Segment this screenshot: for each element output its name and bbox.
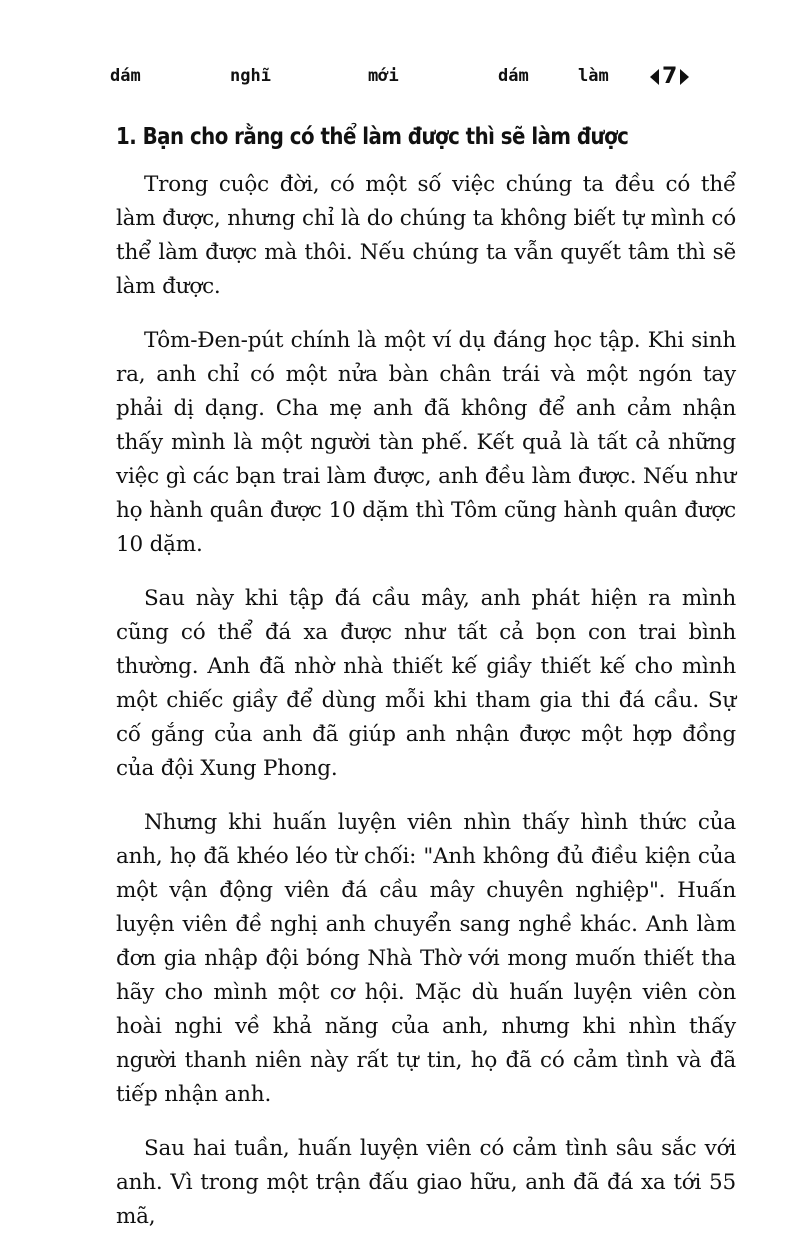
triangle-left-icon (650, 69, 659, 85)
header-word: mới (368, 66, 399, 86)
paragraph: Sau này khi tập đá cầu mây, anh phát hiện ra mình cũng có thể đá xa được như tất cả bọn con trai bình thường. Anh đã nhờ nhà thiết kế giầy thiết kế cho mình một chiếc giầy để dùng mỗi khi tham gia thi đá cầu. Sự cố gắng của anh đã giúp anh nhận được một hợp đồng của đội Xung Phong. (116, 586, 736, 781)
triangle-right-icon (680, 69, 689, 85)
header-word: dám (110, 66, 141, 86)
page-number-value: 7 (662, 64, 678, 89)
page-number (650, 64, 689, 89)
running-header (110, 62, 722, 92)
header-word: dám (498, 66, 529, 86)
paragraph: Tôm-Đen-pút chính là một ví dụ đáng học tập. Khi sinh ra, anh chỉ có một nửa bàn chân trái và một ngón tay phải dị dạng. Cha mẹ anh đã không để anh cảm nhận thấy mình là một người tàn phế. Kết quả là tất cả những việc gì các bạn trai làm được, anh đều làm được. Nếu như họ hành quân được 10 dặm thì Tôm cũng hành quân được 10 dặm. (116, 328, 736, 557)
paragraph: Nhưng khi huấn luyện viên nhìn thấy hình thức của anh, họ đã khéo léo từ chối: "Anh không đủ điều kiện của một vận động viên đá cầu mây chuyên nghiệp". Huấn luyện viên đề nghị anh chuyển sang nghề khác. Anh làm đơn gia nhập đội bóng Nhà Thờ với mong muốn thiết tha hãy cho mình một cơ hội. Mặc dù huấn luyện viên còn hoài nghi về khả năng của anh, nhưng khi nhìn thấy người thanh niên này rất tự tin, họ đã có cảm tình và đã tiếp nhận anh. (116, 810, 736, 1107)
body-text (116, 168, 736, 1254)
header-word: nghĩ (230, 66, 271, 86)
header-word: làm (578, 66, 609, 86)
paragraph: Sau hai tuần, huấn luyện viên có cảm tình sâu sắc với anh. Vì trong một trận đấu giao hữu, anh đã đá xa tới 55 mã, (116, 1136, 736, 1229)
section-heading: 1. Bạn cho rằng có thể làm được thì sẽ làm được (116, 124, 629, 150)
paragraph: Trong cuộc đời, có một số việc chúng ta đều có thể làm được, nhưng chỉ là do chúng ta không biết tự mình có thể làm được mà thôi. Nếu chúng ta vẫn quyết tâm thì sẽ làm được. (116, 172, 736, 299)
